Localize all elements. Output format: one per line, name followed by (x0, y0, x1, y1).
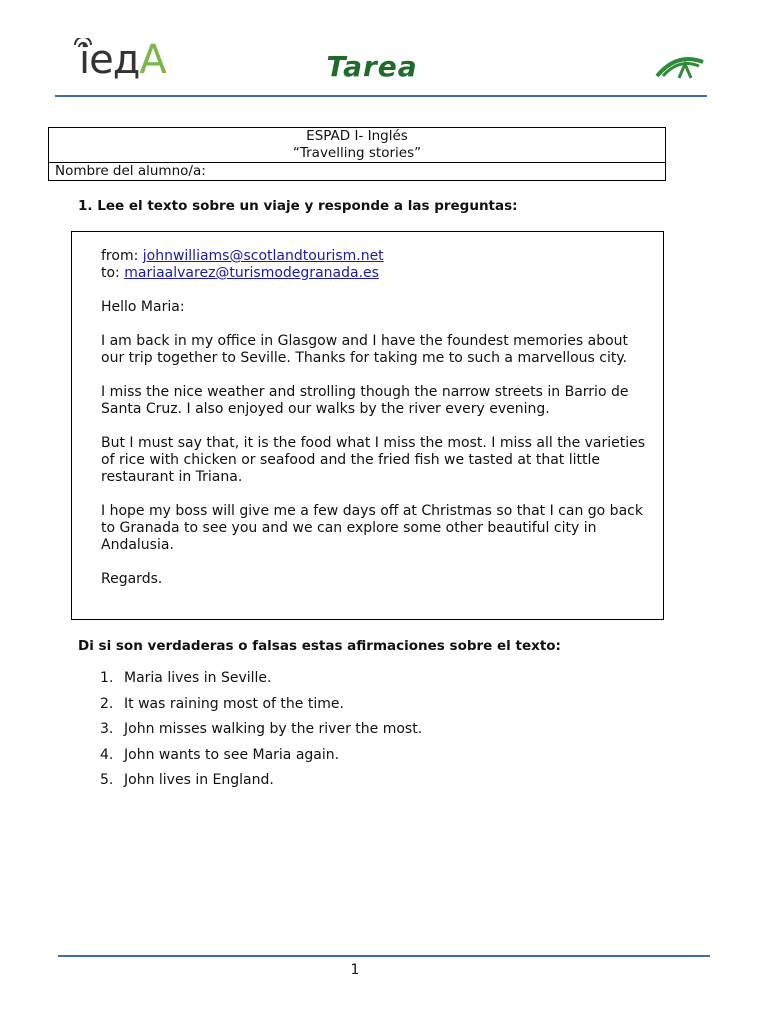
to-email-link[interactable]: mariaalvarez@turismodegranada.es (124, 265, 379, 281)
email-text-box (71, 231, 664, 620)
page-header (55, 36, 707, 96)
course-cell (49, 128, 666, 163)
to-label: to: (101, 265, 120, 281)
student-name-cell[interactable]: Nombre del alumno/a: (49, 163, 666, 181)
list-item: 4. John wants to see Maria again. (100, 746, 340, 763)
ieda-logo (67, 36, 187, 88)
list-item: 2. It was raining most of the time. (100, 695, 344, 712)
footer-divider (58, 955, 710, 957)
email-paragraph: But I must say that, it is the food what I miss the most. I miss all the varieties of rice with chicken or seafood and the fried fish we tasted at that little restaurant in Triana. (101, 435, 646, 485)
email-paragraph: I am back in my office in Glasgow and I have the foundest memories about our trip together to Seville. Thanks for taking me to such a marvellous city. (101, 333, 629, 366)
question-2-heading: Di si son verdaderas o falsas estas afirmaciones sobre el texto: (78, 638, 561, 654)
topic-name: “Travelling stories” (292, 145, 422, 161)
junta-andalucia-icon (655, 50, 705, 80)
email-to-line (101, 265, 649, 282)
list-item: 1. Maria lives in Seville. (100, 670, 272, 686)
logo-text: ieдA (79, 37, 166, 83)
email-greeting: Hello Maria: (101, 299, 185, 315)
from-label: from: (101, 248, 139, 264)
page-title: Tarea (326, 50, 418, 83)
header-divider (55, 95, 707, 97)
info-table (48, 127, 666, 181)
from-email-link[interactable]: johnwilliams@scotlandtourism.net (142, 248, 384, 264)
email-from-line (101, 248, 649, 265)
list-item: 5. John lives in England. (100, 772, 274, 789)
page-number: 1 (350, 962, 360, 978)
course-name: ESPAD I- Inglés (306, 128, 408, 144)
question-1-heading: 1. Lee el texto sobre un viaje y responde a las preguntas: (78, 198, 518, 214)
email-paragraph: I miss the nice weather and strolling though the narrow streets in Barrio de Santa Cruz. I also enjoyed our walks by the river every evening. (101, 384, 629, 417)
list-item: 3. John misses walking by the river the most. (100, 721, 423, 738)
email-closing: Regards. (101, 571, 163, 587)
email-paragraph: I hope my boss will give me a few days off at Christmas so that I can go back to Granada to see you and we can explore some other beautiful city in Andalusia. (101, 503, 643, 553)
statements-list (100, 668, 422, 796)
